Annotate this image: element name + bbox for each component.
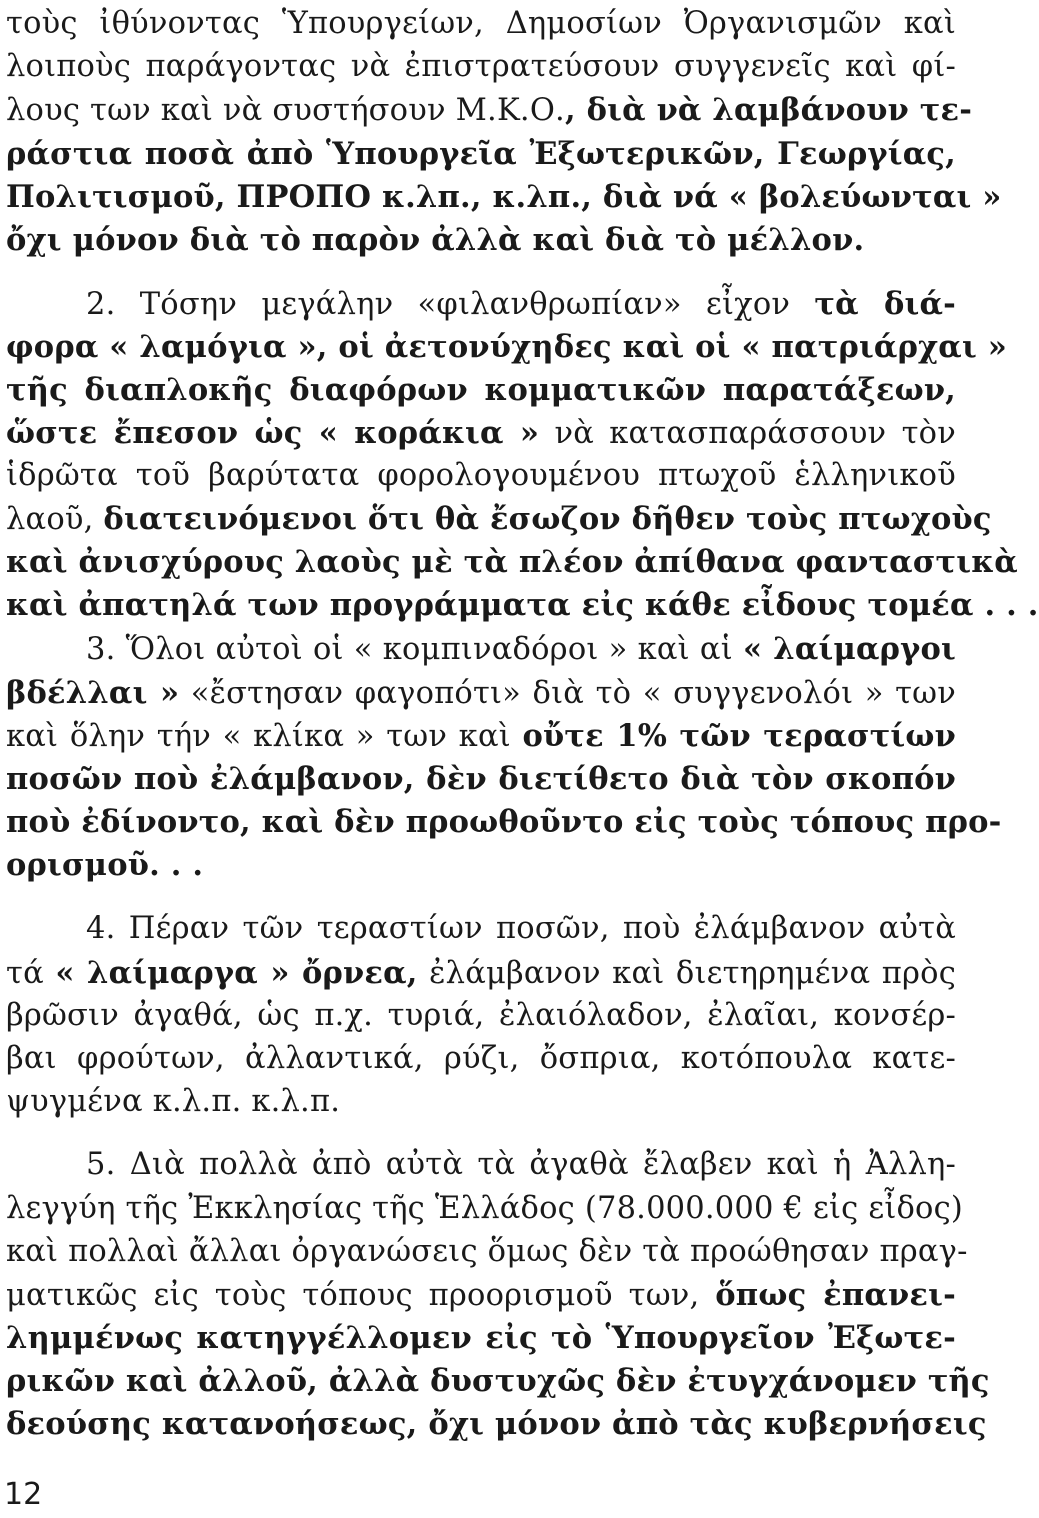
text-segment: βαι φρούτων, ἀλλαντικά, ρύζι, ὄσπρια, κοτόπουλα κατε-	[6, 1041, 956, 1076]
text-line	[6, 714, 956, 758]
bold-text-segment: λημμένως κατηγγέλλομεν εἰς τὸ Ὑπουργεῖον Ἐξωτε-	[6, 1320, 956, 1356]
bold-text-segment: φορα « λαμόγια », οἱ ἀετονύχηδες καὶ οἱ « πατριάρχαι »	[6, 329, 1008, 365]
bold-text-segment: ρικῶν καὶ ἀλλοῦ, ἀλλὰ δυστυχῶς δὲν ἐτυγχάνομεν τῆς	[6, 1363, 990, 1399]
page-number: 12	[4, 1477, 43, 1512]
text-segment: λοιποὺς παράγοντας νὰ ἐπιστρατεύσουν συγγενεῖς καὶ φί-	[6, 49, 956, 84]
text-line	[6, 497, 992, 541]
text-line	[6, 88, 973, 132]
bold-text-segment: ποσῶν ποὺ ἐλάμβανον, δὲν διετίθετο διὰ τὸν σκοπόν	[6, 761, 956, 797]
text-line	[6, 757, 956, 801]
bold-text-segment: « λαίμαργοι	[742, 631, 957, 667]
text-segment: ματικῶς εἰς τοὺς τόπους προορισμοῦ των,	[6, 1278, 716, 1313]
bold-text-segment: τῆς διαπλοκῆς διαφόρων κομματικῶν παρατάξεων,	[6, 372, 956, 408]
text-line	[6, 583, 1039, 627]
bold-text-segment: διατεινόμενοι ὅτι θὰ ἔσωζον δῆθεν τοὺς πτωχοὺς	[103, 501, 992, 537]
text-line	[6, 368, 956, 412]
text-line	[6, 671, 956, 715]
text-line	[6, 411, 956, 455]
text-line	[6, 951, 956, 995]
text-line	[6, 1359, 990, 1403]
text-segment: 5. Διὰ πολλὰ ἀπὸ αὐτὰ τὰ ἀγαθὰ ἔλαβεν καὶ ἡ Ἀλλη-	[86, 1147, 956, 1182]
text-segment: «ἔστησαν φαγοπότι» διὰ τὸ « συγγενολόι » των	[179, 676, 956, 711]
text-line	[6, 540, 1018, 584]
bold-text-segment: , διὰ νά « βολεύωνται »	[581, 179, 1002, 215]
text-segment: 2. Τόσην μεγάλην «φιλανθρωπίαν» εἶχον	[86, 287, 815, 322]
text-line	[6, 800, 1002, 844]
bold-text-segment: ποὺ ἐδίνοντο, καὶ δὲν προωθοῦντο εἰς τοὺς τόπους προ-	[6, 804, 1002, 840]
bold-text-segment: ὄχι μόνον διὰ τὸ παρὸν ἀλλὰ καὶ διὰ τὸ μέλλον.	[6, 222, 865, 258]
bold-text-segment: οὔτε 1% τῶν τεραστίων	[522, 718, 956, 754]
text-line	[6, 1187, 963, 1231]
text-line	[6, 1402, 987, 1446]
text-segment: λεγγύη τῆς Ἐκκλησίας τῆς Ἑλλάδος (78.000.000 € εἰς εἶδος)	[6, 1191, 963, 1226]
text-segment: τά	[6, 956, 56, 991]
text-segment: καὶ ὅλην τήν « κλίκα » των καὶ	[6, 719, 523, 754]
text-segment: λαοῦ,	[6, 502, 104, 537]
text-line	[6, 218, 956, 262]
text-line	[6, 1316, 956, 1360]
text-line	[6, 1037, 956, 1081]
text-line	[86, 1143, 956, 1187]
text-segment: τοὺς ἰθύνοντας Ὑπουργείων, Δημοσίων Ὀργανισμῶν καὶ	[6, 6, 956, 41]
text-segment: νὰ κατασπαράσσουν τὸν	[539, 416, 956, 451]
text-line	[6, 2, 956, 46]
text-line	[6, 325, 1008, 369]
bold-text-segment: καὶ ἀπατηλά των προγράμματα εἰς κάθε εἶδους τομέα . . .	[6, 587, 1039, 623]
bold-text-segment: βδέλλαι »	[6, 675, 180, 711]
text-segment: λους των καὶ νὰ συστήσουν Μ.Κ.Ο.	[6, 93, 565, 128]
text-line	[6, 1230, 968, 1274]
text-line	[6, 1080, 956, 1124]
text-line	[6, 843, 956, 887]
text-line	[86, 907, 956, 951]
bold-text-segment: δεούσης κατανοήσεως, ὄχι μόνον ἀπὸ τὰς κυβερνήσεις	[6, 1406, 987, 1442]
text-segment: βρῶσιν ἀγαθά, ὡς π.χ. τυριά, ἐλαιόλαδον, ἐλαῖαι, κονσέρ-	[6, 998, 956, 1033]
text-line	[6, 1273, 956, 1317]
text-line	[86, 627, 956, 671]
bold-text-segment: « λαίμαργα » ὄρνεα,	[55, 955, 418, 991]
text-segment: ψυγμένα κ.λ.π. κ.λ.π.	[6, 1084, 341, 1119]
text-line	[6, 132, 956, 176]
text-segment: καὶ πολλαὶ ἄλλαι ὀργανώσεις ὅμως δὲν τὰ προώθησαν πραγ-	[6, 1234, 968, 1269]
bold-text-segment: ὅπως ἐπανει-	[715, 1277, 956, 1313]
bold-text-segment: ορισμοῦ. . .	[6, 847, 204, 883]
text-line	[6, 45, 956, 89]
text-line	[6, 454, 956, 498]
text-segment: 4. Πέραν τῶν τεραστίων ποσῶν, ποὺ ἐλάμβανον αὐτὰ	[86, 911, 956, 946]
bold-text-segment: ὥστε ἔπεσον ὡς « κοράκια »	[6, 415, 540, 451]
bold-text-segment: καὶ ἀνισχύρους λαοὺς μὲ τὰ πλέον ἀπίθανα φανταστικὰ	[6, 544, 1018, 580]
bold-text-segment: Πολιτισμοῦ, ΠΡΟΠΟ κ.λπ., κ.λπ.	[6, 179, 582, 215]
text-line	[86, 282, 956, 326]
text-segment: ἐλάμβανον καὶ διετηρημένα πρὸς	[417, 956, 957, 991]
text-segment: 3. Ὅλοι αὐτοὶ οἱ « κομπιναδόροι » καὶ αἱ	[86, 632, 743, 667]
text-line	[6, 994, 956, 1038]
text-segment: ἱδρῶτα τοῦ βαρύτατα φορολογουμένου πτωχοῦ ἑλληνικοῦ	[6, 458, 956, 493]
bold-text-segment: , διὰ νὰ λαμβάνουν τε-	[564, 92, 973, 128]
text-line	[6, 175, 1002, 219]
bold-text-segment: ράστια ποσὰ ἀπὸ Ὑπουργεῖα Ἐξωτερικῶν, Γεωργίας,	[6, 136, 956, 172]
bold-text-segment: τὰ διά-	[814, 286, 956, 322]
